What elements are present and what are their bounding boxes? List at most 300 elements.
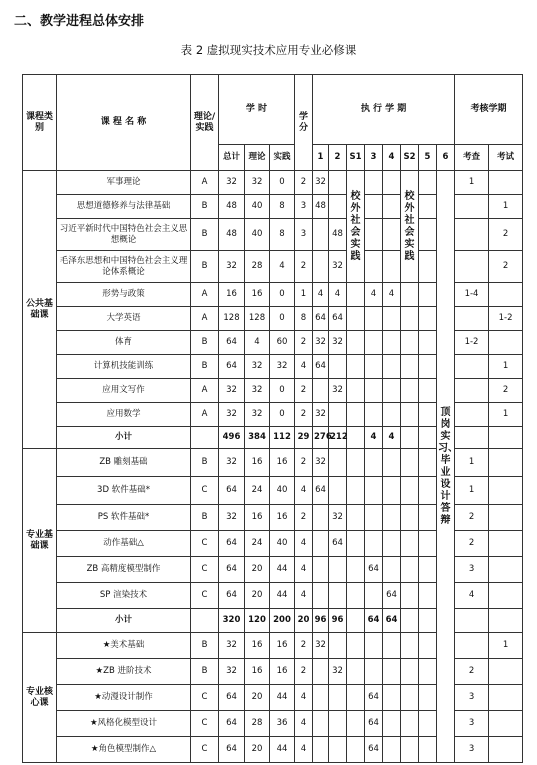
hours-practice: 0: [270, 307, 295, 331]
hours-practice: 200: [270, 609, 295, 633]
hours-total: 32: [219, 633, 245, 659]
semester-5: [419, 307, 437, 331]
semester-3: 4: [365, 283, 383, 307]
exam-check: 2: [455, 531, 489, 557]
course-type: B: [191, 195, 219, 219]
semester-4: [383, 737, 401, 763]
semester-4: [383, 171, 401, 195]
semester-5: [419, 403, 437, 427]
hours-theory: 16: [245, 633, 270, 659]
header-category: 课程类别: [23, 75, 57, 171]
subtotal-label: 小计: [57, 609, 191, 633]
exam-check: 1: [455, 449, 489, 477]
credit: 1: [295, 283, 313, 307]
header-semester: 4: [383, 145, 401, 171]
semester-3: 64: [365, 557, 383, 583]
exam-check: 2: [455, 505, 489, 531]
credit: 4: [295, 711, 313, 737]
hours-practice: 16: [270, 659, 295, 685]
exam-check: 4: [455, 583, 489, 609]
hours-total: 64: [219, 477, 245, 505]
exam-test: 1: [489, 633, 523, 659]
hours-total: 48: [219, 195, 245, 219]
exam-test: 2: [489, 251, 523, 283]
course-category: 专业基础课: [23, 449, 57, 633]
semester-5: [419, 505, 437, 531]
semester-5: [419, 557, 437, 583]
hours-total: 32: [219, 403, 245, 427]
hours-total: 32: [219, 171, 245, 195]
internship-note: 顶岗实习、毕业设计答辩: [437, 171, 455, 763]
exam-check: [455, 379, 489, 403]
subtotal-label: 小计: [57, 427, 191, 449]
header-row: [23, 75, 523, 145]
header-semester: 1: [313, 145, 329, 171]
semester-s1: [347, 477, 365, 505]
semester-s1: [347, 307, 365, 331]
course-name: ★风格化模型设计: [57, 711, 191, 737]
hours-practice: 0: [270, 403, 295, 427]
header-exam-test: 考试: [489, 145, 523, 171]
exam-check: 3: [455, 557, 489, 583]
semester-2: [329, 633, 347, 659]
credit: 2: [295, 379, 313, 403]
exam-check: [455, 633, 489, 659]
semester-1: [313, 505, 329, 531]
semester-3: [365, 251, 383, 283]
semester-1: 4: [313, 283, 329, 307]
exam-check: 1-4: [455, 283, 489, 307]
course-name: ★动漫设计制作: [57, 685, 191, 711]
course-type: A: [191, 307, 219, 331]
semester-5: [419, 171, 437, 195]
semester-1: 32: [313, 633, 329, 659]
semester-4: 4: [383, 427, 401, 449]
exam-test: [489, 685, 523, 711]
course-name: 应用文写作: [57, 379, 191, 403]
course-category: 专业核心课: [23, 633, 57, 763]
semester-3: [365, 531, 383, 557]
course-type: C: [191, 685, 219, 711]
semester-s1: [347, 331, 365, 355]
hours-practice: 44: [270, 557, 295, 583]
header-semesters: 执 行 学 期: [313, 75, 455, 145]
course-name: 毛泽东思想和中国特色社会主义理论体系概论: [57, 251, 191, 283]
semester-5: [419, 195, 437, 219]
semester-3: 64: [365, 737, 383, 763]
course-name: 3D 软件基础*: [57, 477, 191, 505]
semester-s1: [347, 659, 365, 685]
semester-4: [383, 449, 401, 477]
semester-4: 64: [383, 583, 401, 609]
semester-1: 64: [313, 477, 329, 505]
semester-3: 64: [365, 609, 383, 633]
course-type: C: [191, 737, 219, 763]
header-total: 总计: [219, 145, 245, 171]
exam-check: 2: [455, 659, 489, 685]
practice-note-s2: 校外社会实践: [401, 171, 419, 283]
hours-total: 64: [219, 355, 245, 379]
semester-3: [365, 403, 383, 427]
semester-4: [383, 505, 401, 531]
course-name: PS 软件基础*: [57, 505, 191, 531]
credit: 2: [295, 659, 313, 685]
exam-test: 1: [489, 195, 523, 219]
hours-theory: 20: [245, 583, 270, 609]
course-type: C: [191, 557, 219, 583]
semester-3: [365, 505, 383, 531]
header-practice: 实践: [270, 145, 295, 171]
semester-4: 64: [383, 609, 401, 633]
credit: 2: [295, 505, 313, 531]
exam-test: [489, 477, 523, 505]
semester-1: [313, 531, 329, 557]
semester-2: [329, 449, 347, 477]
credit: 2: [295, 633, 313, 659]
hours-practice: 0: [270, 171, 295, 195]
course-type: B: [191, 633, 219, 659]
course-name: 计算机技能训练: [57, 355, 191, 379]
header-semester: 6: [437, 145, 455, 171]
semester-s1: [347, 633, 365, 659]
semester-s2: [401, 531, 419, 557]
semester-s2: [401, 557, 419, 583]
semester-2: 64: [329, 307, 347, 331]
semester-s1: [347, 449, 365, 477]
semester-5: [419, 685, 437, 711]
hours-practice: 0: [270, 379, 295, 403]
exam-check: [455, 219, 489, 251]
semester-2: 32: [329, 251, 347, 283]
exam-check: [455, 251, 489, 283]
hours-total: 16: [219, 283, 245, 307]
hours-total: 48: [219, 219, 245, 251]
credit: 2: [295, 171, 313, 195]
course-name: ★美术基础: [57, 633, 191, 659]
semester-3: [365, 379, 383, 403]
credit: 20: [295, 609, 313, 633]
hours-practice: 8: [270, 219, 295, 251]
header-semester: S1: [347, 145, 365, 171]
exam-test: [489, 711, 523, 737]
semester-3: 64: [365, 711, 383, 737]
credit: 3: [295, 219, 313, 251]
header-theory-practice: 理论/实践: [191, 75, 219, 171]
semester-s2: [401, 283, 419, 307]
hours-theory: 32: [245, 403, 270, 427]
course-type: B: [191, 355, 219, 379]
exam-test: 2: [489, 379, 523, 403]
exam-test: 1-2: [489, 307, 523, 331]
exam-check: [455, 609, 489, 633]
hours-total: 64: [219, 331, 245, 355]
semester-5: [419, 379, 437, 403]
exam-test: [489, 505, 523, 531]
header-semester: 5: [419, 145, 437, 171]
header-hours: 学 时: [219, 75, 295, 145]
semester-2: [329, 171, 347, 195]
course-name: 军事理论: [57, 171, 191, 195]
semester-2: 32: [329, 379, 347, 403]
semester-4: [383, 251, 401, 283]
semester-s1: [347, 737, 365, 763]
course-type: A: [191, 283, 219, 307]
course-name: 习近平新时代中国特色社会主义思想概论: [57, 219, 191, 251]
credit: 4: [295, 557, 313, 583]
semester-2: [329, 403, 347, 427]
semester-s2: [401, 583, 419, 609]
hours-total: 64: [219, 531, 245, 557]
semester-1: [313, 583, 329, 609]
exam-check: [455, 403, 489, 427]
semester-1: 276: [313, 427, 329, 449]
header-exam-check: 考查: [455, 145, 489, 171]
semester-2: 48: [329, 219, 347, 251]
semester-1: 48: [313, 195, 329, 219]
semester-s2: [401, 427, 419, 449]
semester-1: 64: [313, 355, 329, 379]
semester-s2: [401, 609, 419, 633]
hours-total: 64: [219, 737, 245, 763]
course-type: C: [191, 711, 219, 737]
semester-4: [383, 355, 401, 379]
course-type: B: [191, 505, 219, 531]
course-name: ★角色模型制作△: [57, 737, 191, 763]
semester-s2: [401, 449, 419, 477]
exam-test: [489, 171, 523, 195]
exam-test: [489, 449, 523, 477]
semester-s1: [347, 583, 365, 609]
semester-3: [365, 449, 383, 477]
exam-test: 1: [489, 403, 523, 427]
exam-test: [489, 583, 523, 609]
exam-check: 1-2: [455, 331, 489, 355]
semester-5: [419, 609, 437, 633]
exam-check: 3: [455, 711, 489, 737]
exam-check: 1: [455, 477, 489, 505]
hours-theory: 16: [245, 659, 270, 685]
semester-3: [365, 219, 383, 251]
credit: 4: [295, 685, 313, 711]
hours-total: 32: [219, 251, 245, 283]
hours-practice: 16: [270, 633, 295, 659]
course-type: B: [191, 251, 219, 283]
semester-2: [329, 685, 347, 711]
semester-s1: [347, 355, 365, 379]
hours-theory: 40: [245, 195, 270, 219]
course-name: ZB 雕刻基础: [57, 449, 191, 477]
hours-theory: 16: [245, 283, 270, 307]
semester-2: 32: [329, 331, 347, 355]
semester-4: [383, 531, 401, 557]
hours-practice: 60: [270, 331, 295, 355]
course-name: 思想道德修养与法律基础: [57, 195, 191, 219]
semester-1: [313, 659, 329, 685]
semester-s1: [347, 685, 365, 711]
course-name: 动作基础△: [57, 531, 191, 557]
exam-test: [489, 427, 523, 449]
exam-check: 3: [455, 737, 489, 763]
semester-3: [365, 477, 383, 505]
semester-1: 32: [313, 449, 329, 477]
hours-theory: 20: [245, 685, 270, 711]
credit: 29: [295, 427, 313, 449]
semester-s1: [347, 403, 365, 427]
semester-1: [313, 219, 329, 251]
exam-test: [489, 331, 523, 355]
semester-4: [383, 403, 401, 427]
semester-5: [419, 737, 437, 763]
hours-practice: 44: [270, 583, 295, 609]
course-name: ZB 高精度模型制作: [57, 557, 191, 583]
course-type: B: [191, 449, 219, 477]
hours-total: 496: [219, 427, 245, 449]
hours-theory: 20: [245, 557, 270, 583]
semester-5: [419, 633, 437, 659]
semester-2: 212: [329, 427, 347, 449]
exam-test: [489, 609, 523, 633]
semester-1: [313, 711, 329, 737]
exam-check: [455, 307, 489, 331]
hours-total: 32: [219, 505, 245, 531]
semester-5: [419, 531, 437, 557]
semester-s2: [401, 659, 419, 685]
hours-theory: 128: [245, 307, 270, 331]
semester-2: [329, 583, 347, 609]
semester-s2: [401, 355, 419, 379]
semester-5: [419, 283, 437, 307]
semester-5: [419, 219, 437, 251]
header-course-name: 课 程 名 称: [57, 75, 191, 171]
semester-4: [383, 557, 401, 583]
semester-1: [313, 557, 329, 583]
exam-test: 1: [489, 355, 523, 379]
hours-total: 64: [219, 685, 245, 711]
course-type: B: [191, 331, 219, 355]
semester-4: [383, 659, 401, 685]
hours-practice: 0: [270, 283, 295, 307]
section-heading: 二、教学进程总体安排: [14, 14, 145, 29]
semester-3: [365, 633, 383, 659]
semester-5: [419, 427, 437, 449]
semester-s1: [347, 505, 365, 531]
hours-practice: 16: [270, 449, 295, 477]
hours-theory: 40: [245, 219, 270, 251]
course-name: ★ZB 进阶技术: [57, 659, 191, 685]
semester-4: [383, 685, 401, 711]
hours-theory: 20: [245, 737, 270, 763]
exam-check: [455, 427, 489, 449]
semester-2: 32: [329, 505, 347, 531]
semester-3: [365, 659, 383, 685]
course-name: 大学英语: [57, 307, 191, 331]
semester-2: [329, 557, 347, 583]
semester-3: [365, 331, 383, 355]
semester-5: [419, 659, 437, 685]
hours-theory: 32: [245, 355, 270, 379]
semester-5: [419, 583, 437, 609]
hours-theory: 16: [245, 505, 270, 531]
semester-s1: [347, 609, 365, 633]
hours-theory: 16: [245, 449, 270, 477]
exam-check: [455, 195, 489, 219]
course-category: 公共基础课: [23, 171, 57, 449]
semester-s2: [401, 477, 419, 505]
semester-5: [419, 355, 437, 379]
semester-3: 4: [365, 427, 383, 449]
exam-test: [489, 283, 523, 307]
credit: 2: [295, 403, 313, 427]
semester-2: [329, 477, 347, 505]
semester-1: 96: [313, 609, 329, 633]
semester-5: [419, 251, 437, 283]
credit: 2: [295, 331, 313, 355]
semester-4: [383, 219, 401, 251]
semester-5: [419, 331, 437, 355]
semester-1: [313, 685, 329, 711]
hours-practice: 44: [270, 685, 295, 711]
course-name: 体育: [57, 331, 191, 355]
hours-theory: 24: [245, 531, 270, 557]
semester-s1: [347, 557, 365, 583]
hours-practice: 40: [270, 531, 295, 557]
semester-4: [383, 633, 401, 659]
table-caption: 表 2 虚拟现实技术应用专业必修课: [180, 43, 357, 57]
semester-s1: [347, 379, 365, 403]
hours-total: 320: [219, 609, 245, 633]
hours-total: 32: [219, 449, 245, 477]
semester-2: 96: [329, 609, 347, 633]
header-semester: 2: [329, 145, 347, 171]
header-credits: 学分: [295, 75, 313, 171]
hours-practice: 8: [270, 195, 295, 219]
course-name: SP 渲染技术: [57, 583, 191, 609]
exam-test: [489, 737, 523, 763]
course-type: A: [191, 379, 219, 403]
semester-s1: [347, 283, 365, 307]
course-name: 形势与政策: [57, 283, 191, 307]
semester-3: [365, 355, 383, 379]
hours-total: 32: [219, 379, 245, 403]
hours-practice: 40: [270, 477, 295, 505]
hours-theory: 32: [245, 171, 270, 195]
exam-test: [489, 557, 523, 583]
semester-5: [419, 711, 437, 737]
semester-1: 32: [313, 171, 329, 195]
hours-theory: 28: [245, 711, 270, 737]
semester-3: [365, 195, 383, 219]
hours-practice: 32: [270, 355, 295, 379]
exam-test: [489, 659, 523, 685]
semester-4: [383, 307, 401, 331]
hours-theory: 120: [245, 609, 270, 633]
hours-practice: 16: [270, 505, 295, 531]
semester-s2: [401, 403, 419, 427]
exam-check: [455, 355, 489, 379]
course-type: [191, 427, 219, 449]
semester-5: [419, 477, 437, 505]
semester-s2: [401, 307, 419, 331]
semester-1: 32: [313, 331, 329, 355]
semester-s2: [401, 711, 419, 737]
hours-practice: 112: [270, 427, 295, 449]
semester-1: [313, 737, 329, 763]
hours-practice: 44: [270, 737, 295, 763]
semester-s2: [401, 737, 419, 763]
credit: 2: [295, 449, 313, 477]
semester-4: [383, 195, 401, 219]
credit: 4: [295, 737, 313, 763]
